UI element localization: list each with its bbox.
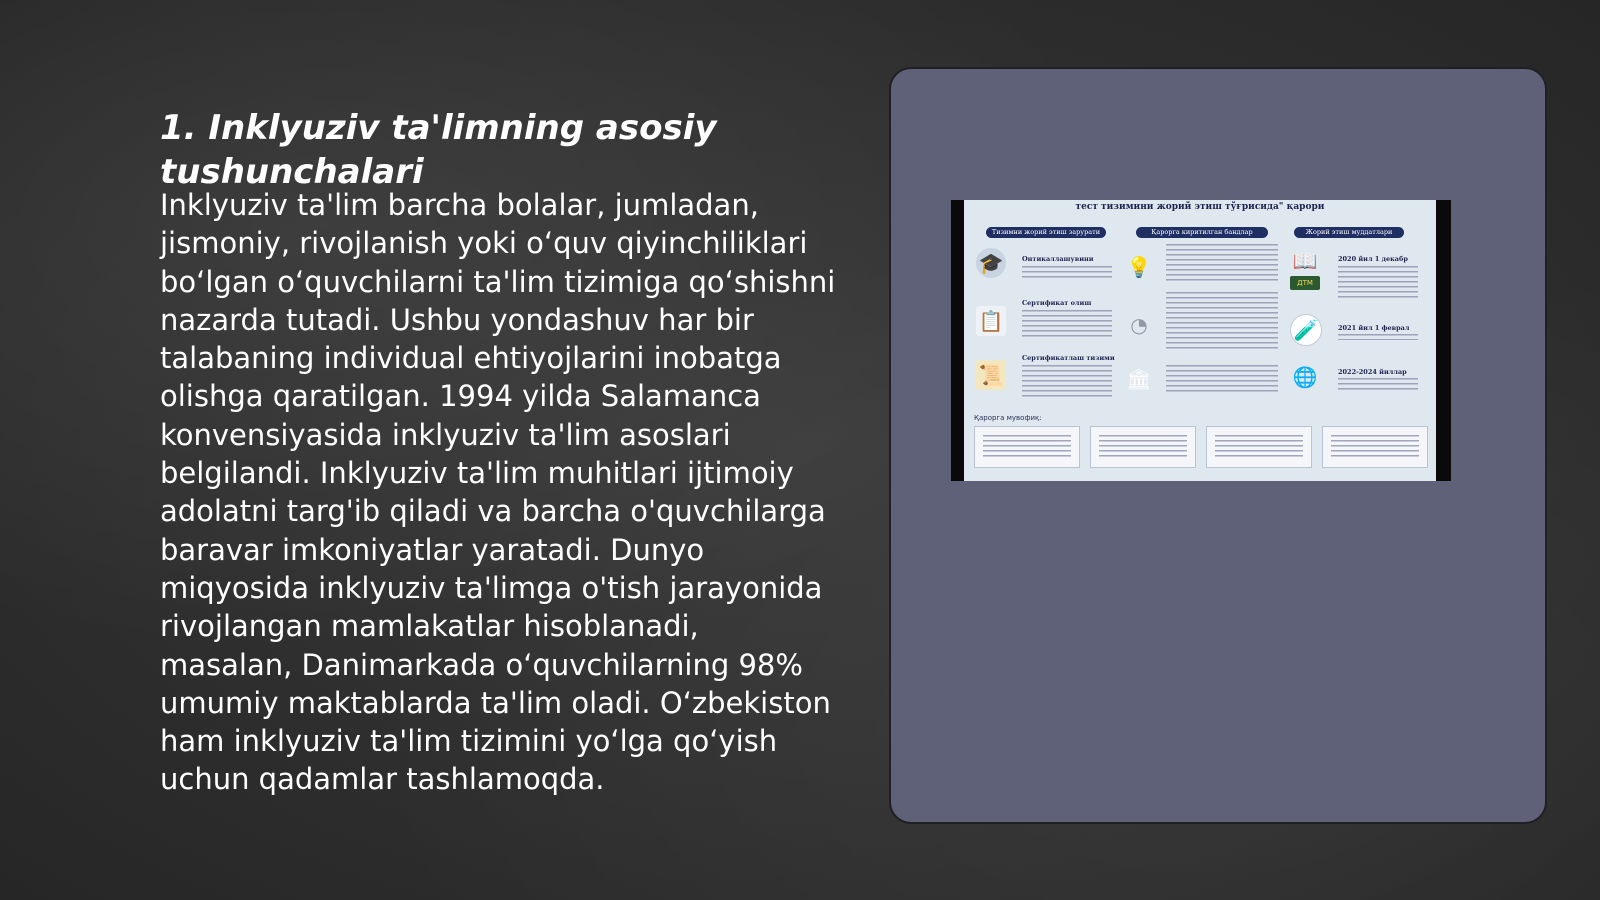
infographic-content [964,200,1436,481]
infographic-footer-box [974,426,1080,468]
infographic-band-1: Тизимни жорий этиш зарурати [986,227,1106,238]
infographic-title: тест тизимини жорий этиш тўғрисида" қарори [1075,202,1325,212]
slide-body-text: Inklyuziv ta'lim barcha bolalar, jumladan, jismoniy, rivojlanish yoki o‘quv qiyinchiliklari bo‘lgan o‘quvchilarni ta'lim tizimiga qo‘shishni nazarda tutadi. Ushbu yondashuv har bir talabaning individual ehtiyojlarini inobatga olishga qaratilgan. 1994 yilda Salamanca konvensiyasida inklyuziv ta'lim asoslari belgilandi. Inklyuziv ta'lim muhitlari ijtimoiy adolatni targ'ib qiladi va barcha o'quvchilarga baravar imkoniyatlar yaratadi. Dunyo miqyosida inklyuziv ta'limga o'tish jarayonida rivojlangan mamlakatlar hisoblanadi, masalan, Danimarkada o‘quvchilarning 98% umumiy maktablarda ta'lim oladi. O‘zbekiston ham inklyuziv ta'lim tizimini yo‘lga qo‘yish uchun qadamlar tashlamoqda. [160,188,836,797]
infographic-text-lines [1166,292,1278,352]
infographic-band-2: Қарорга киритилган бандлар [1136,227,1268,238]
building-icon: 🏛 [1126,367,1152,391]
infographic-text-lines [1215,435,1303,459]
image-panel [889,67,1547,824]
infographic-text-lines [1338,334,1418,340]
infographic-text-lines [1022,365,1112,400]
infographic-band-3: Жорий этиш муддатлари [1294,227,1404,238]
infographic-footer-box [1090,426,1196,468]
graduate-icon: 🎓 [976,248,1006,278]
infographic-footer-box [1322,426,1428,468]
book-icon: 📖 [1292,249,1318,273]
lightbulb-icon: 💡 [1126,255,1152,279]
infographic-text-lines [1338,378,1418,390]
infographic-image [951,200,1451,481]
globe-icon: 🌐 [1292,365,1318,389]
infographic-item-heading: Сертификат олиш [1022,299,1092,307]
infographic-text-lines [1022,310,1112,338]
certificate-icon: 📋 [976,306,1006,336]
infographic-text-lines [1022,266,1112,280]
infographic-date: 2021 йил 1 феврал [1338,324,1410,332]
infographic-text-lines [1338,266,1418,298]
infographic-item-heading: Сертификатлаш тизими [1022,354,1115,362]
infographic-footer-box [1206,426,1312,468]
infographic-text-lines [983,435,1071,459]
cap-icon: ◔ [1130,313,1148,337]
document-icon: 📜 [976,360,1006,390]
infographic-text-lines [1166,244,1278,284]
infographic-text-lines [1331,435,1419,459]
infographic-date: 2020 йил 1 декабр [1338,255,1408,263]
infographic-text-lines [1166,365,1278,395]
infographic-date: 2022-2024 йиллар [1338,368,1407,376]
infographic-item-heading: Онтикаллашувини [1022,255,1094,263]
infographic-footer-label: Қарорга мувофиқ: [974,414,1042,422]
infographic-text-lines [1099,435,1187,459]
flask-icon: 🧪 [1290,314,1322,346]
badge-icon: ДТМ [1290,276,1320,290]
slide-title: 1. Inklyuziv ta'limning asosiy tushunchalari [160,108,717,192]
